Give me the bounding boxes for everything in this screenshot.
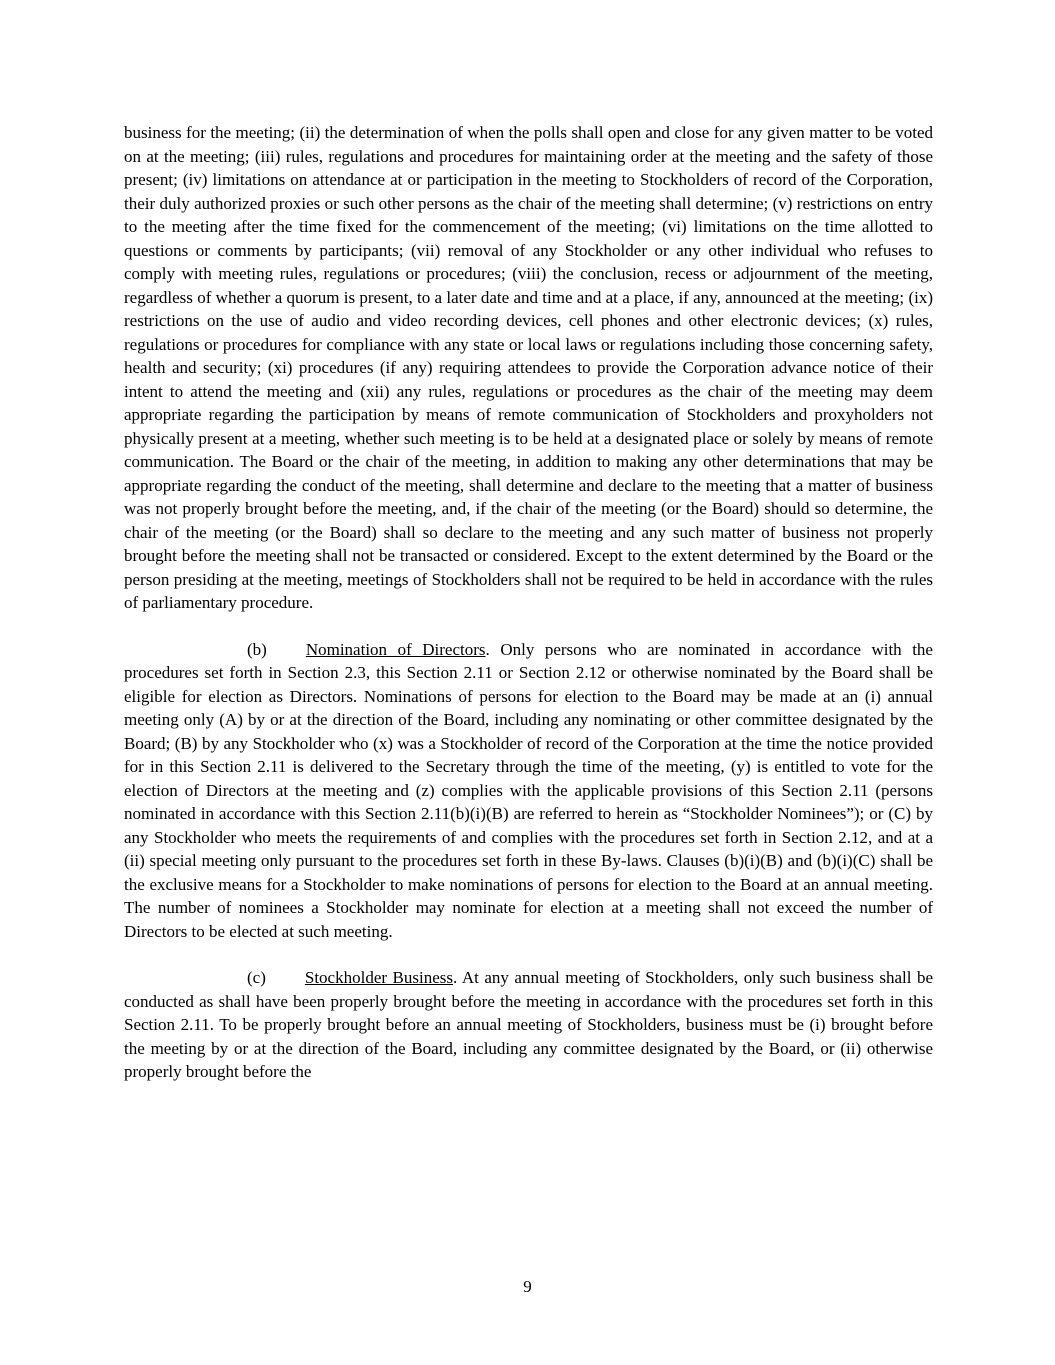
paragraph-b (124, 638, 933, 944)
page-content (124, 121, 933, 1107)
page-number: 9 (523, 1277, 532, 1296)
paragraph-continuation (124, 121, 933, 615)
paragraph-text: . Only persons who are nominated in accordance with the procedures set forth in Section 2.3, this Section 2.11 or Section 2.12 or otherwise nominated by the Board shall be eligible for election as Directors. Nominations of persons for election to the Board may be made at an (i) annual meeting only (A) by or at the direction of the Board, including any nominating or other committee designated by the Board; (B) by any Stockholder who (x) was a Stockholder of record of the Corporation at the time the notice provided for in this Section 2.11 is delivered to the Secretary through the time of the meeting, (y) is entitled to vote for the election of Directors at the meeting and (z) complies with the applicable provisions of this Section 2.11 (persons nominated in accordance with this Section 2.11(b)(i)(B) are referred to herein as “Stockholder Nominees”); or (C) by any Stockholder who meets the requirements of and complies with the procedures set forth in Section 2.12, and at a (ii) special meeting only pursuant to the procedures set forth in these By-laws. Clauses (b)(i)(B) and (b)(i)(C) shall be the exclusive means for a Stockholder to make nominations of persons for election to the Board at an annual meeting. The number of nominees a Stockholder may nominate for election at a meeting shall not exceed the number of Directors to be elected at such meeting. (124, 639, 933, 941)
paragraph-label: (c) (247, 968, 266, 987)
paragraph-text: business for the meeting; (ii) the determination of when the polls shall open and close for any given matter to be voted on at the meeting; (iii) rules, regulations and procedures for maintaining order at the meeting and the safety of those present; (iv) limitations on attendance at or participation in the meeting to Stockholders of record of the Corporation, their duly authorized proxies or such other persons as the chair of the meeting shall determine; (v) restrictions on entry to the meeting after the time fixed for the commencement of the meeting; (vi) limitations on the time allotted to questions or comments by participants; (vii) removal of any Stockholder or any other individual who refuses to comply with meeting rules, regulations or procedures; (viii) the conclusion, recess or adjournment of the meeting, regardless of whether a quorum is present, to a later date and time and at a place, if any, announced at the meeting; (ix) restrictions on the use of audio and video recording devices, cell phones and other electronic devices; (x) rules, regulations or procedures for compliance with any state or local laws or regulations including those concerning safety, health and security; (xi) procedures (if any) requiring attendees to provide the Corporation advance notice of their intent to attend the meeting and (xii) any rules, regulations or procedures as the chair of the meeting may deem appropriate regarding the participation by means of remote communication of Stockholders and proxyholders not physically present at a meeting, whether such meeting is to be held at a designated place or solely by means of remote communication. The Board or the chair of the meeting, in addition to making any other determinations that may be appropriate regarding the conduct of the meeting, shall determine and declare to the meeting that a matter of business was not properly brought before the meeting, and, if the chair of the meeting (or the Board) should so determine, the chair of the meeting (or the Board) shall so declare to the meeting and any such matter of business not properly brought before the meeting shall not be transacted or considered. Except to the extent determined by the Board or the person presiding at the meeting, meetings of Stockholders shall not be required to be held in accordance with the rules of parliamentary procedure. (124, 123, 933, 612)
paragraph-label: (b) (247, 639, 267, 659)
section-heading: Stockholder Business (304, 968, 454, 987)
section-heading: Nomination of Directors (305, 639, 486, 659)
paragraph-text: . At any annual meeting of Stockholders, only such business shall be conducted as shall have been properly brought before the meeting in accordance with the procedures set forth in this Section 2.11. To be properly brought before an annual meeting of Stockholders, business must be (i) brought before the meeting by or at the direction of the Board, including any committee designated by the Board, or (ii) otherwise properly brought before the (124, 968, 934, 1081)
paragraph-c (124, 966, 933, 1084)
